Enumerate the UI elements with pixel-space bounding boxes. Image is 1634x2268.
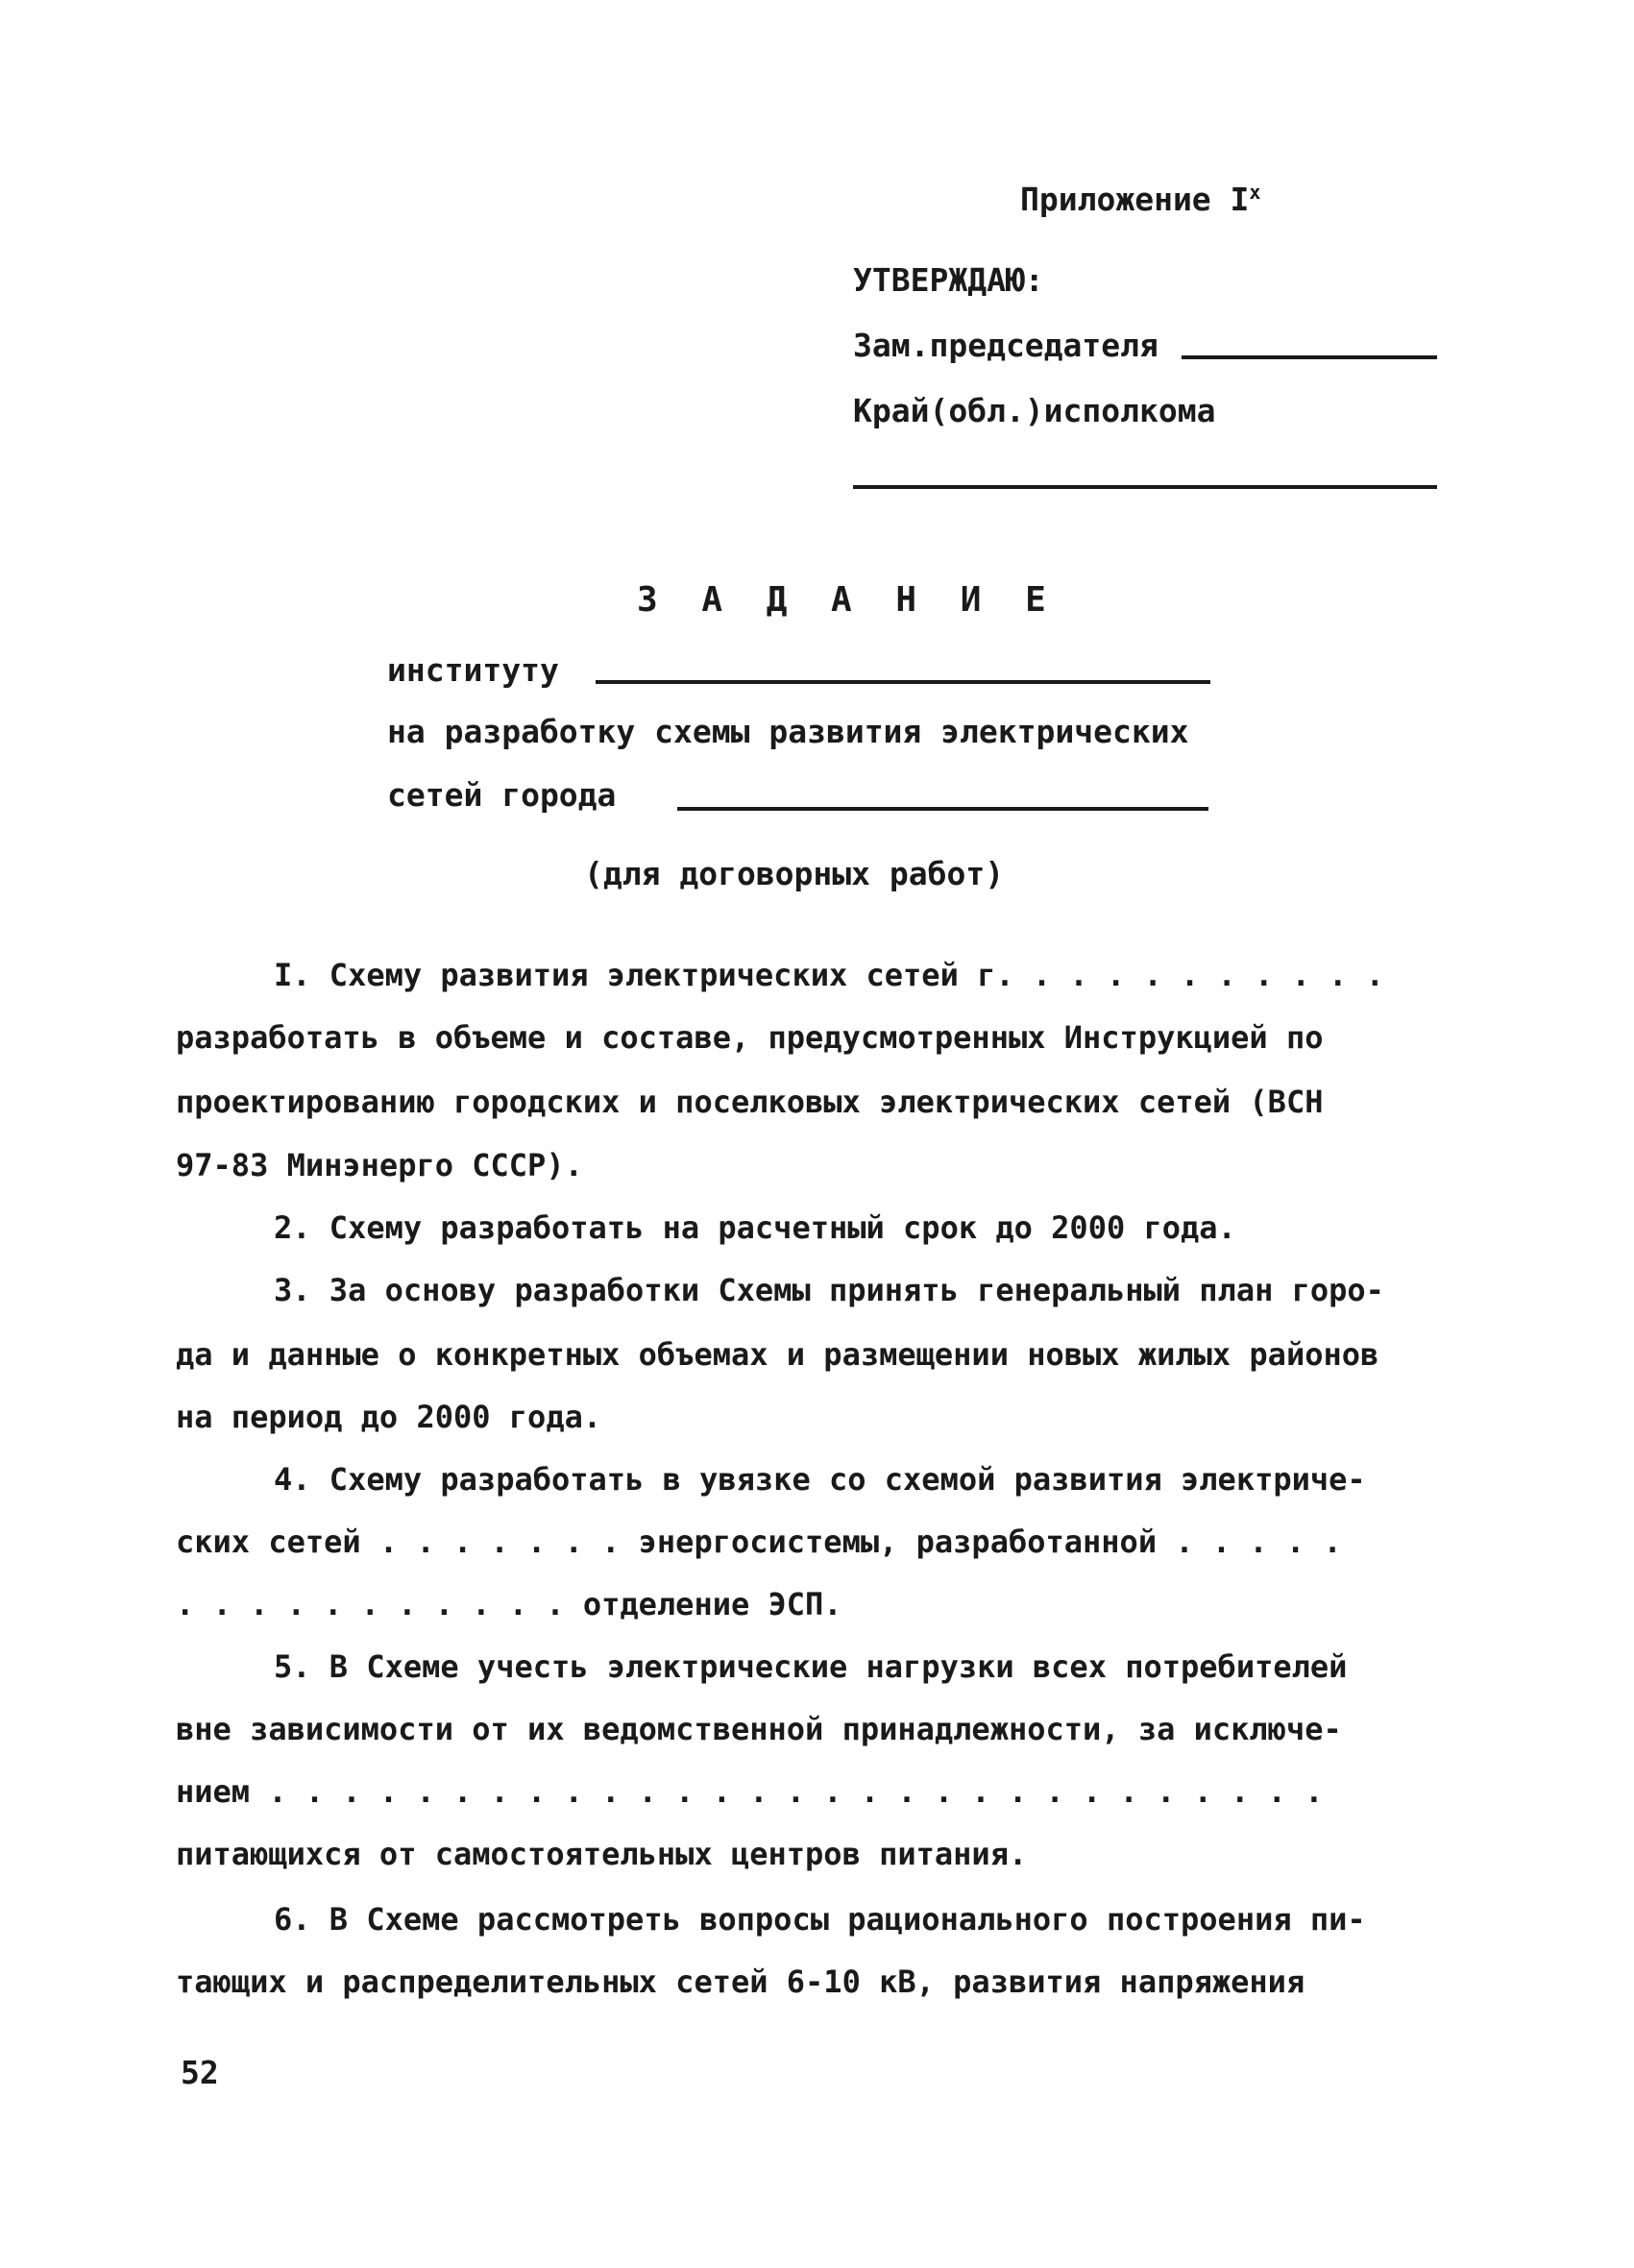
deputy-signature-line <box>1182 355 1437 359</box>
body-line-1: I. Схему развития электрических сетей г. . . . . . . . . . . <box>274 957 1384 993</box>
body-line-8: на период до 2000 года. <box>176 1399 602 1435</box>
institute-fill-line <box>596 680 1210 684</box>
body-line-16: 6. В Схеме рассмотреть вопросы рационального построения пи- <box>274 1901 1366 1938</box>
body-line-2: разработать в объеме и составе, предусмотренных Инструкцией по <box>176 1019 1324 1056</box>
appendix-mark: x <box>1249 181 1261 204</box>
name-signature-line <box>853 485 1437 489</box>
body-line-7: да и данные о конкретных объемах и размещении новых жилых районов <box>176 1336 1379 1373</box>
body-line-15: питающихся от самостоятельных центров питания. <box>176 1836 1028 1872</box>
body-line-14: нием . . . . . . . . . . . . . . . . . . . . . . . . . . . . . <box>176 1773 1324 1810</box>
appendix-label <box>1020 181 1260 219</box>
body-line-9: 4. Схему разработать в увязке со схемой развития электриче- <box>274 1461 1366 1498</box>
body-line-11: . . . . . . . . . . . отделение ЭСП. <box>176 1586 842 1622</box>
purpose-line: на разработку схемы развития электрических <box>387 713 1189 750</box>
body-line-6: 3. За основу разработки Схемы принять генеральный план горо- <box>274 1272 1384 1308</box>
deputy-chairman-label: Зам.председателя <box>853 327 1158 364</box>
city-networks-label: сетей города <box>387 776 617 814</box>
executive-committee-label: Край(обл.)исполкома <box>853 392 1216 429</box>
institute-label: институту <box>387 651 559 689</box>
body-line-13: вне зависимости от их ведомственной принадлежности, за исключе- <box>176 1711 1342 1747</box>
approved-label: УТВЕРЖДАЮ: <box>853 261 1044 299</box>
body-line-5: 2. Схему разработать на расчетный срок до 2000 года. <box>274 1209 1236 1246</box>
body-line-10: ских сетей . . . . . . . энергосистемы, разработанной . . . . . <box>176 1524 1342 1560</box>
body-line-4: 97-83 Минэнерго СССР). <box>176 1147 583 1183</box>
contract-note: (для договорных работ) <box>584 855 1005 892</box>
appendix-text: Приложение I <box>1020 181 1250 218</box>
city-fill-line <box>677 807 1208 811</box>
body-line-17: тающих и распределительных сетей 6-10 кВ, развития напряжения <box>176 1963 1305 2000</box>
page-number: 52 <box>181 2054 219 2091</box>
body-line-3: проектированию городских и поселковых электрических сетей (ВСН <box>176 1084 1324 1120</box>
body-line-12: 5. В Схеме учесть электрические нагрузки всех потребителей <box>274 1648 1348 1685</box>
document-title: З А Д А Н И Е <box>637 580 1058 620</box>
